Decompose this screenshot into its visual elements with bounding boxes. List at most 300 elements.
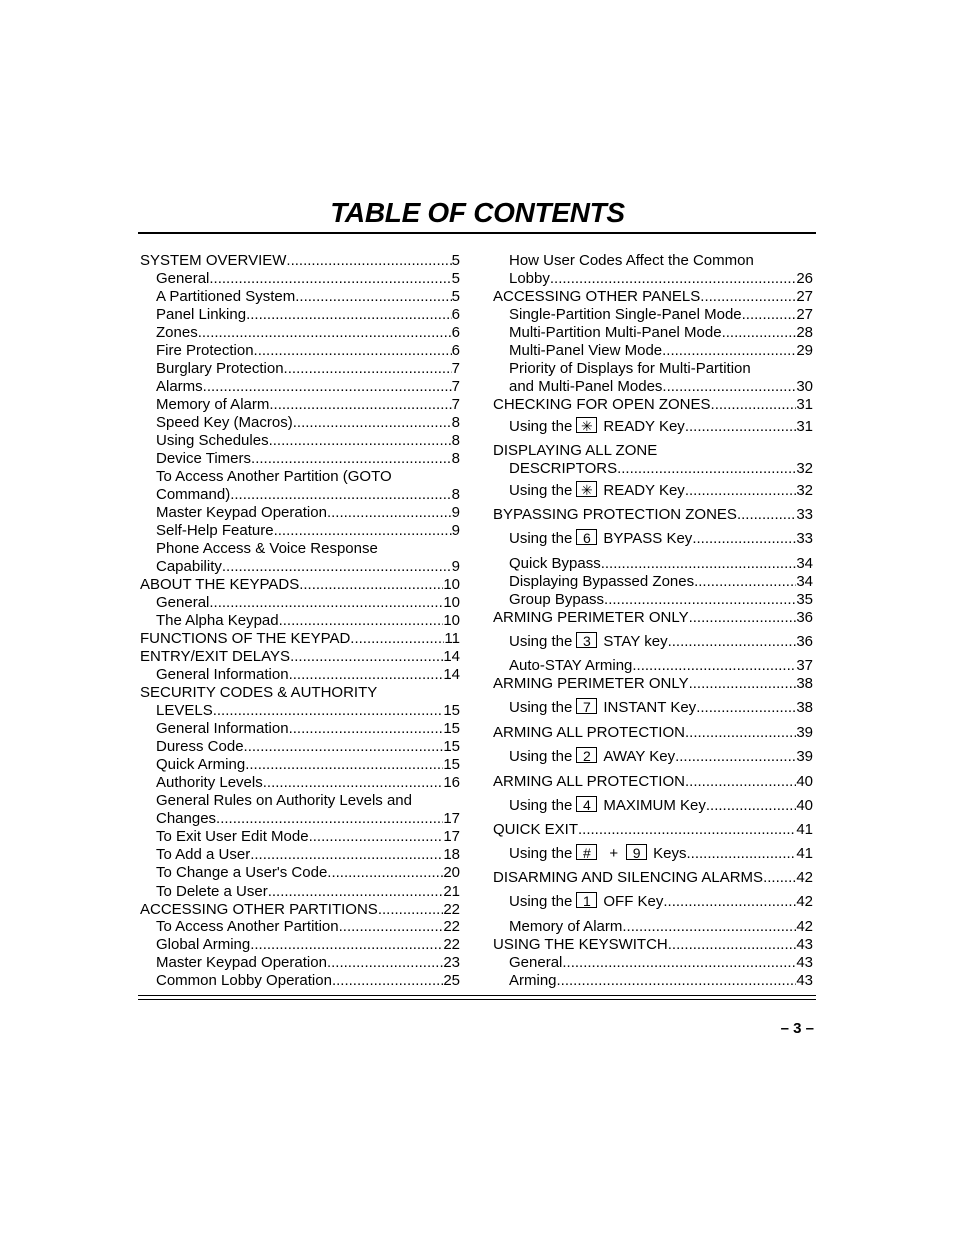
- entry-label-text: Device Timers: [156, 450, 252, 467]
- entry-label-text: General: [156, 270, 210, 287]
- entry-label-text: Quick Bypass: [509, 555, 601, 572]
- dot-leader: [562, 953, 796, 973]
- dot-leader: [763, 868, 796, 888]
- toc-subentry: [156, 701, 460, 721]
- toc-entry-row: [140, 251, 460, 271]
- toc-subentry: [509, 656, 813, 676]
- entry-label: [509, 917, 622, 937]
- page-ref: 34: [796, 555, 813, 572]
- toc-entry-row: [156, 269, 460, 289]
- entry-label-text: Common Lobby Operation: [156, 972, 332, 989]
- entry-label-text: Speed Key (Macros): [156, 414, 293, 431]
- toc-section-entry: [493, 287, 813, 307]
- dot-leader: [309, 827, 444, 847]
- toc-subentry: [509, 305, 813, 325]
- entry-label-text: Quick Arming: [156, 756, 246, 773]
- entry-label-suffix: BYPASS Key: [603, 530, 693, 547]
- dot-leader: [222, 557, 452, 577]
- entry-label-suffix: Keys: [653, 845, 687, 862]
- dot-leader: [692, 529, 796, 549]
- entry-label: [156, 359, 288, 379]
- bottom-rule: [138, 995, 816, 1000]
- page-ref: 43: [796, 972, 813, 989]
- entry-label-text: Using the: [509, 482, 573, 499]
- entry-label: [509, 377, 662, 397]
- page-ref: 8: [451, 414, 460, 431]
- entry-label-text: Global Arming: [156, 936, 251, 953]
- toc-section-entry: [493, 441, 813, 461]
- toc-entry-row: [493, 935, 813, 955]
- page-ref: 28: [796, 324, 813, 341]
- entry-label-text: Multi-Panel View Mode: [509, 342, 663, 359]
- dot-leader: [662, 377, 796, 397]
- toc-entry-row: [156, 431, 460, 451]
- page-ref: 8: [451, 450, 460, 467]
- toc-subentry: [156, 413, 460, 433]
- entry-label: [156, 845, 250, 865]
- entry-label: [509, 554, 601, 574]
- entry-label-text: Using Schedules: [156, 432, 269, 449]
- toc-subentry: [156, 935, 460, 955]
- dot-leader: [663, 892, 796, 912]
- entry-label: [156, 467, 392, 487]
- toc-entry-row: [156, 359, 460, 379]
- entry-label: [156, 827, 309, 847]
- entry-label-text: Master Keypad Operation: [156, 954, 327, 971]
- toc-subentry: [509, 796, 813, 816]
- toc-subentry: [509, 459, 813, 479]
- page-ref: 16: [443, 774, 460, 791]
- entry-label-text: ACCESSING OTHER PARTITIONS: [140, 901, 378, 918]
- dot-leader: [700, 287, 796, 307]
- page-ref: 5: [451, 288, 460, 305]
- entry-label-text: General Rules on Authority Levels and: [156, 792, 412, 809]
- page-ref: 40: [796, 797, 813, 814]
- dot-leader: [327, 863, 443, 883]
- toc-entry-row: [509, 590, 813, 610]
- toc-entry-row: [509, 698, 813, 718]
- toc-entry-row: [493, 772, 813, 792]
- page-number: – 3 –: [780, 1020, 814, 1037]
- toc-subentry: [509, 323, 813, 343]
- page-ref: 42: [796, 918, 813, 935]
- entry-label: [509, 529, 692, 549]
- entry-label: [156, 431, 269, 451]
- toc-subentry: [509, 590, 813, 610]
- entry-label-text: and Multi-Panel Modes: [509, 378, 663, 395]
- page-ref: 32: [796, 482, 813, 499]
- page-ref: 27: [796, 288, 813, 305]
- page-ref: 39: [796, 748, 813, 765]
- dot-leader: [254, 341, 452, 361]
- toc-section-entry: [140, 251, 460, 271]
- toc-entry-row: [156, 449, 460, 469]
- toc-entry-row: [509, 305, 813, 325]
- entry-label: [140, 575, 299, 595]
- entry-label-suffix: OFF Key: [603, 893, 664, 910]
- entry-label-text: To Exit User Edit Mode: [156, 828, 309, 845]
- dot-leader: [268, 882, 444, 902]
- toc-subentry: [156, 287, 460, 307]
- entry-label: [156, 377, 203, 397]
- entry-label-text: To Add a User: [156, 846, 251, 863]
- entry-label-text: DESCRIPTORS: [509, 460, 618, 477]
- toc-entry-row: [509, 844, 813, 864]
- entry-label-text: USING THE KEYSWITCH: [493, 936, 668, 953]
- toc-subentry: [156, 467, 460, 487]
- dot-leader: [290, 647, 443, 667]
- toc-entry-row: [156, 917, 460, 937]
- dot-leader: [198, 323, 452, 343]
- entry-label-text: LEVELS: [156, 702, 213, 719]
- toc-subentry: [509, 917, 813, 937]
- toc-section-entry: [493, 772, 813, 792]
- page-ref: 33: [796, 506, 813, 523]
- dot-leader: [250, 935, 443, 955]
- dot-leader: [685, 723, 796, 743]
- entry-label-text: ENTRY/EXIT DELAYS: [140, 648, 291, 665]
- toc-section-entry: [493, 505, 813, 525]
- dot-leader: [722, 323, 797, 343]
- page-ref: 36: [796, 633, 813, 650]
- entry-label-text: ABOUT THE KEYPADS: [140, 576, 300, 593]
- toc-entry-row: [509, 251, 813, 271]
- entry-label-text: ARMING ALL PROTECTION: [493, 773, 685, 790]
- entry-label: [509, 481, 685, 501]
- entry-label-suffix: MAXIMUM Key: [603, 797, 706, 814]
- toc-subentry: [156, 773, 460, 793]
- toc-subentry: [509, 572, 813, 592]
- entry-label: [509, 747, 675, 767]
- toc-subentry: [156, 882, 460, 902]
- toc-entry-row: [156, 971, 460, 991]
- toc-entry-row: [493, 674, 813, 694]
- entry-label-text: Panel Linking: [156, 306, 247, 323]
- toc-section-entry: [493, 723, 813, 743]
- entry-label: [509, 269, 550, 289]
- entry-label-text: Self-Help Feature: [156, 522, 274, 539]
- page-ref: 35: [796, 591, 813, 608]
- page-ref: 14: [443, 648, 460, 665]
- toc-subentry: [156, 269, 460, 289]
- entry-label: [509, 459, 617, 479]
- toc-entry-row: [509, 341, 813, 361]
- toc-subentry: [156, 431, 460, 451]
- dot-leader: [289, 665, 444, 685]
- entry-label-text: Changes: [156, 810, 217, 827]
- entry-label-text: Using the: [509, 797, 573, 814]
- entry-label: [493, 441, 657, 461]
- entry-label: [509, 656, 632, 676]
- toc-entry-row: [509, 796, 813, 816]
- entry-label-text: A Partitioned System: [156, 288, 296, 305]
- toc-subentry: [156, 827, 460, 847]
- entry-label: [156, 953, 327, 973]
- entry-label-text: DISARMING AND SILENCING ALARMS: [493, 869, 764, 886]
- toc-entry-row: [156, 719, 460, 739]
- entry-label-text: To Change a User's Code: [156, 864, 328, 881]
- page-ref: 30: [796, 378, 813, 395]
- entry-label-text: Using the: [509, 893, 573, 910]
- dot-leader: [354, 629, 444, 649]
- dot-leader: [604, 590, 796, 610]
- entry-label-text: General Information: [156, 666, 289, 683]
- toc-entry-row: [509, 481, 813, 501]
- page-ref: 6: [451, 306, 460, 323]
- toc-entry-row: [156, 773, 460, 793]
- page-ref: 22: [443, 918, 460, 935]
- dot-leader: [622, 917, 796, 937]
- toc-entry-row: [156, 485, 460, 505]
- toc-subentry: [156, 305, 460, 325]
- dot-leader: [250, 845, 443, 865]
- dot-leader: [685, 481, 797, 501]
- page-ref: 41: [796, 845, 813, 862]
- toc-entry-row: [156, 503, 460, 523]
- toc-section-entry: [493, 868, 813, 888]
- toc-entry-row: [156, 791, 460, 811]
- entry-label-suffix: STAY key: [603, 633, 668, 650]
- page-ref: 31: [796, 418, 813, 435]
- toc-subentry: [156, 755, 460, 775]
- entry-label-text: Duress Code: [156, 738, 244, 755]
- keypad-key-icon: 1: [576, 892, 597, 908]
- page-ref: 7: [451, 378, 460, 395]
- toc-entry-row: [140, 629, 460, 649]
- toc-entry-row: [140, 683, 460, 703]
- entry-label-text: Lobby: [509, 270, 550, 287]
- toc-entry-row: [493, 441, 813, 461]
- toc-subentry: [156, 323, 460, 343]
- toc-entry-row: [509, 554, 813, 574]
- entry-label-suffix: READY Key: [603, 482, 685, 499]
- toc-subentry: [156, 791, 460, 811]
- page-ref: 17: [443, 810, 460, 827]
- entry-label-text: Using the: [509, 748, 573, 765]
- page-ref: 26: [796, 270, 813, 287]
- toc-subentry: [156, 521, 460, 541]
- toc-entry-row: [493, 395, 813, 415]
- entry-label-text: Using the: [509, 418, 573, 435]
- toc-entry-row: [509, 632, 813, 652]
- keypad-key-icon: 6: [576, 529, 597, 545]
- entry-label: [140, 629, 354, 649]
- toc-entry-row: [493, 820, 813, 840]
- toc-subentry: [509, 481, 813, 501]
- entry-label-suffix: INSTANT Key: [603, 699, 697, 716]
- toc-subentry: [509, 698, 813, 718]
- toc-entry-row: [156, 737, 460, 757]
- entry-label-text: Burglary Protection.: [156, 360, 288, 377]
- entry-label: [140, 251, 286, 271]
- toc-entry-row: [156, 323, 460, 343]
- toc-entry-row: [156, 665, 460, 685]
- entry-label: [156, 305, 246, 325]
- entry-label-text: Displaying Bypassed Zones.: [509, 573, 699, 590]
- dot-leader: [209, 593, 443, 613]
- entry-label-text: Auto-STAY Arming: [509, 657, 633, 674]
- toc-entry-row: [156, 341, 460, 361]
- entry-label: [509, 796, 706, 816]
- page-ref: 10: [443, 612, 460, 629]
- page-ref: 10: [443, 594, 460, 611]
- dot-leader: [685, 772, 796, 792]
- page-ref: 36: [796, 609, 813, 626]
- dot-leader: [203, 377, 452, 397]
- toc-entry-row: [156, 809, 460, 829]
- dot-leader: [230, 485, 451, 505]
- entry-label-text: General: [156, 594, 210, 611]
- keypad-key-icon: 2: [576, 747, 597, 763]
- entry-label-text: To Access Another Partition (GOTO: [156, 468, 392, 485]
- page-ref: 31: [796, 396, 813, 413]
- keypad-key-icon: 9: [626, 844, 647, 860]
- page-ref: 10: [443, 576, 460, 593]
- entry-label: [493, 820, 578, 840]
- entry-label-text: ARMING ALL PROTECTION: [493, 724, 685, 741]
- toc-entry-row: [509, 459, 813, 479]
- entry-label-text: To Access Another Partition: [156, 918, 339, 935]
- entry-label: [493, 723, 685, 743]
- entry-label: [156, 341, 254, 361]
- toc-entry-row: [509, 529, 813, 549]
- entry-label-text: Command): [156, 486, 231, 503]
- dot-leader: [715, 395, 797, 415]
- toc-subentry: [509, 632, 813, 652]
- entry-label: [156, 701, 213, 721]
- page-ref: 7: [451, 396, 460, 413]
- entry-label: [509, 341, 662, 361]
- entry-label: [509, 251, 754, 271]
- page-ref: 8: [451, 432, 460, 449]
- entry-label: [509, 892, 663, 912]
- toc-subentry: [156, 863, 460, 883]
- entry-label-text: Using the: [509, 845, 573, 862]
- page-ref: 43: [796, 954, 813, 971]
- dot-leader: [209, 269, 451, 289]
- toc-subentry: [509, 747, 813, 767]
- page-ref: 15: [443, 738, 460, 755]
- page-ref: 40: [796, 773, 813, 790]
- page-ref: 38: [796, 675, 813, 692]
- entry-label: [493, 608, 689, 628]
- entry-label: [156, 287, 295, 307]
- entry-label: [493, 395, 715, 415]
- entry-label-text: Capability: [156, 558, 222, 575]
- page-ref: 5: [451, 270, 460, 287]
- toc-entry-row: [156, 377, 460, 397]
- toc-entry-row: [509, 747, 813, 767]
- page-ref: 29: [796, 342, 813, 359]
- entry-label: [156, 719, 289, 739]
- page-ref: 42: [796, 893, 813, 910]
- toc-entry-row: [156, 287, 460, 307]
- toc-section-entry: [140, 575, 460, 595]
- toc-entry-row: [509, 269, 813, 289]
- dot-leader: [601, 554, 797, 574]
- dot-leader: [668, 935, 797, 955]
- entry-label-text: Using the: [509, 699, 573, 716]
- toc-entry-row: [509, 971, 813, 991]
- entry-label: [156, 593, 209, 613]
- page-ref: 9: [451, 504, 460, 521]
- entry-label-text: Memory of Alarm: [156, 396, 270, 413]
- dot-leader: [274, 521, 452, 541]
- toc-subentry: [156, 845, 460, 865]
- dot-leader: [689, 674, 797, 694]
- toc-section-entry: [493, 820, 813, 840]
- entry-label-text: DISPLAYING ALL ZONE: [493, 442, 658, 459]
- toc-subentry: [156, 953, 460, 973]
- toc-section-entry: [140, 629, 460, 649]
- entry-label-text: ARMING PERIMETER ONLY: [493, 609, 689, 626]
- entry-label: [509, 844, 687, 864]
- page-ref: 9: [451, 558, 460, 575]
- dot-leader: [668, 632, 797, 652]
- page-ref: 18: [443, 846, 460, 863]
- toc-subentry: [509, 251, 813, 271]
- entry-label: [156, 737, 244, 757]
- toc-entry-row: [156, 863, 460, 883]
- toc-subentry: [509, 341, 813, 361]
- entry-label-text: Using the: [509, 633, 573, 650]
- toc-entry-row: [509, 572, 813, 592]
- entry-label: [156, 971, 332, 991]
- toc-entry-row: [509, 359, 813, 379]
- keypad-key-icon: 7: [576, 698, 597, 714]
- dot-leader: [263, 773, 444, 793]
- entry-label-text: Authority Levels: [156, 774, 263, 791]
- entry-label: [156, 521, 274, 541]
- dot-leader: [339, 917, 444, 937]
- entry-label-text: FUNCTIONS OF THE KEYPAD.: [140, 630, 355, 647]
- toc-section-entry: [140, 683, 460, 703]
- page-ref: 5: [451, 252, 460, 269]
- entry-label-text: Master Keypad Operation: [156, 504, 327, 521]
- dot-leader: [288, 359, 452, 379]
- entry-label: [509, 953, 562, 973]
- dot-leader: [295, 287, 451, 307]
- dot-leader: [578, 820, 796, 840]
- entry-label-text: Zones: [156, 324, 198, 341]
- keypad-key-icon: ✳: [576, 481, 597, 497]
- keypad-key-icon: #: [576, 844, 597, 860]
- page-ref: 7: [451, 360, 460, 377]
- entry-label: [156, 917, 339, 937]
- toc-subentry: [509, 529, 813, 549]
- dot-leader: [286, 251, 451, 271]
- page-ref: 22: [443, 936, 460, 953]
- toc-entry-row: [509, 656, 813, 676]
- dot-leader: [687, 844, 797, 864]
- dot-leader: [698, 572, 796, 592]
- page-title: TABLE OF CONTENTS: [330, 197, 625, 228]
- entry-label-text: BYPASSING PROTECTION ZONES: [493, 506, 737, 523]
- page-ref: 38: [796, 699, 813, 716]
- entry-label-text: QUICK EXIT: [493, 821, 579, 838]
- entry-label-text: CHECKING FOR OPEN ZONES.: [493, 396, 715, 413]
- toc-subentry: [156, 737, 460, 757]
- dot-leader: [675, 747, 796, 767]
- toc-entry-row: [509, 323, 813, 343]
- entry-label-suffix: AWAY Key: [603, 748, 676, 765]
- entry-label-text: Group Bypass: [509, 591, 605, 608]
- toc-entry-row: [156, 882, 460, 902]
- toc-entry-row: [156, 935, 460, 955]
- toc-subentry: [156, 485, 460, 505]
- entry-label: [156, 773, 263, 793]
- entry-label: [156, 611, 279, 631]
